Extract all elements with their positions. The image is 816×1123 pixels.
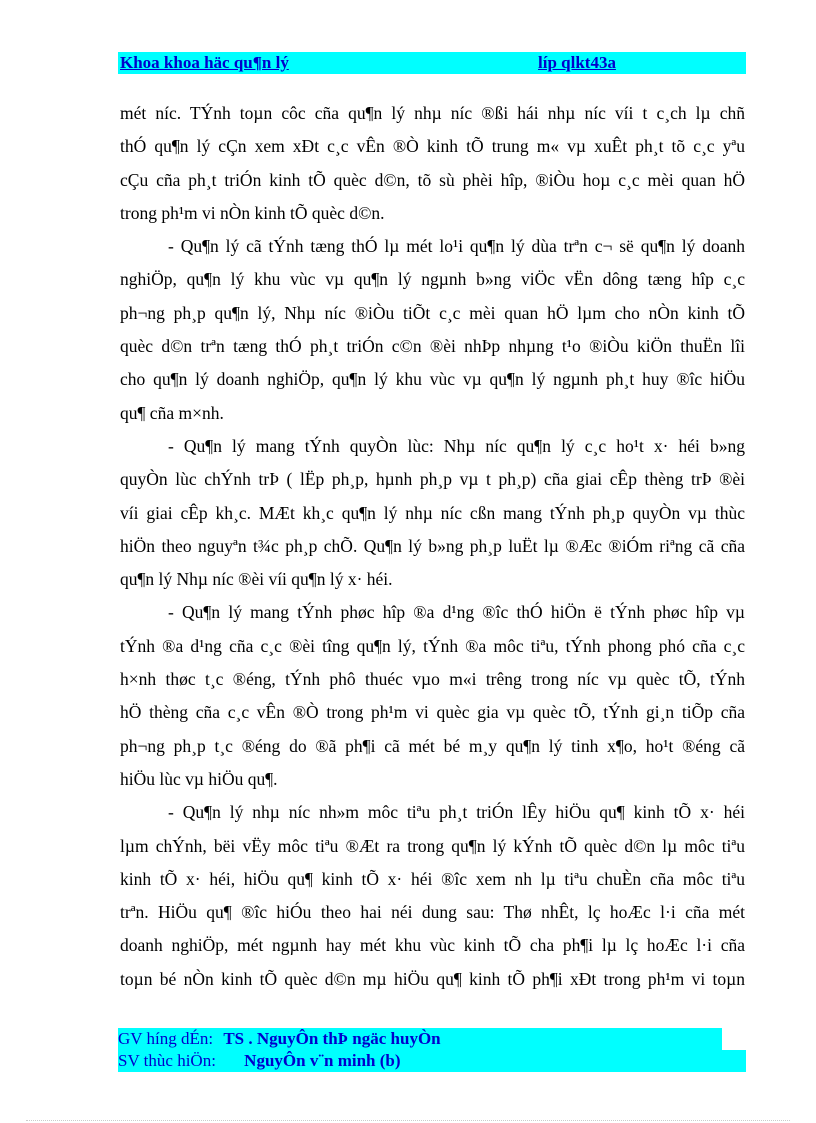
text-line: - Qu¶n lý mang tÝnh phøc hîp ®a d¹ng ®îc thÓ hiÖn ë tÝnh phøc hîp vµ: [168, 602, 745, 623]
footer-advisor-row: [118, 1028, 722, 1050]
text-line: mét níc. TÝnh toµn côc cña qu¶n lý nhµ níc ®ßi hái nhµ níc víi t c¸ch lµ chñ: [120, 103, 745, 123]
advisor-label: GV híng dÉn:: [118, 1029, 214, 1048]
text-line: tÝnh ®a d¹ng cña c¸c ®èi tîng qu¶n lý, tÝnh ®a môc tiªu, tÝnh phong phó cña c¸c: [120, 635, 745, 656]
text-line: qu¶n lý Nhµ níc ®èi víi qu¶n lý x· héi.: [120, 569, 393, 590]
page-bottom-rule: [26, 1120, 790, 1121]
text-line: h×nh thøc t¸c ®éng, tÝnh phô thuéc vµo m«i trêng trong níc vµ quèc tÕ, tÝnh: [120, 669, 745, 690]
text-line: nghiÖp, qu¶n lý khu vùc vµ qu¶n lý ngµnh b»ng viÖc vËn dông tæng hîp c¸c: [120, 269, 745, 290]
text-line: cho qu¶n lý doanh nghiÖp, qu¶n lý khu vùc vµ qu¶n lý ngµnh ph¸t huy ®îc hiÖu: [120, 369, 745, 390]
text-line: trªn. HiÖu qu¶ ®îc hiÓu theo hai néi dung sau: Thø nhÊt, lç hoÆc l·i cña mét: [120, 902, 745, 923]
text-line: trong ph¹m vi nÒn kinh tÕ quèc d©n.: [120, 202, 385, 223]
student-name: NguyÔn v¨n minh (b): [244, 1051, 401, 1070]
text-line: ph¬ng ph¸p t¸c ®éng do ®ã ph¶i cã mét bé m¸y qu¶n lý tinh x¶o, ho¹t ®éng cã: [120, 735, 745, 756]
text-line: hÖ thèng cña c¸c vÊn ®Ò trong ph¹m vi quèc gia vµ quèc tÕ, tÝnh gi¸n tiÕp cña: [120, 702, 745, 723]
footer-student-row: [118, 1050, 746, 1072]
text-line: kinh tÕ x· héi, hiÖu qu¶ kinh tÕ x· héi ®îc xem nh lµ tiªu chuÈn cña môc tiªu: [120, 868, 745, 889]
text-line: quèc d©n trªn tæng thÓ ph¸t triÓn c©n ®èi nhÞp nhµng t¹o ®iÒu kiÖn thuËn lîi: [120, 336, 745, 357]
header-faculty: Khoa khoa häc qu¶n lý: [120, 53, 289, 72]
text-line: - Qu¶n lý cã tÝnh tæng thÓ lµ mét lo¹i qu¶n lý dùa trªn c¬ së qu¶n lý doanh: [168, 236, 745, 257]
advisor-name: TS . NguyÔn thÞ ngäc huyÒn: [223, 1029, 441, 1048]
text-line: quyÒn lùc chÝnh trÞ ( lËp ph¸p, hµnh ph¸p vµ t ph¸p) cña giai cÊp thèng trÞ ®èi: [120, 469, 745, 490]
text-line: - Qu¶n lý mang tÝnh quyÒn lùc: Nhµ níc qu¶n lý c¸c ho¹t x· héi b»ng: [168, 435, 745, 456]
text-line: víi giai cÊp kh¸c. MÆt kh¸c qu¶n lý nhµ níc cßn mang tÝnh ph¸p quyÒn vµ thùc: [120, 502, 745, 523]
text-line: cÇu cña ph¸t triÓn kinh tÕ quèc d©n, tõ sù phèi hîp, ®iÒu hoµ c¸c mèi quan hÖ: [120, 169, 745, 190]
text-line: hiÖn theo nguyªn t¾c ph¸p chÕ. Qu¶n lý b»ng ph¸p luËt lµ ®Æc ®iÓm riªng cã cña: [120, 535, 745, 556]
text-line: - Qu¶n lý nhµ níc nh»m môc tiªu ph¸t triÓn lÊy hiÖu qu¶ kinh tÕ x· héi: [168, 802, 745, 823]
page-footer: [118, 1028, 746, 1072]
text-line: thÓ qu¶n lý cÇn xem xÐt c¸c vÊn ®Ò kinh tÕ trung m« vµ xuÊt ph¸t tõ c¸c yªu: [120, 136, 745, 157]
document-body: [120, 97, 745, 996]
text-line: toµn bé nÒn kinh tÕ quèc d©n mµ hiÖu qu¶ kinh tÕ ph¶i xÐt trong ph¹m vi toµn: [120, 968, 745, 989]
text-line: doanh nghiÖp, mét ngµnh hay mét khu vùc kinh tÕ cha ph¶i lµ lç hoÆc l·i cña: [120, 935, 745, 956]
text-line: qu¶ cña m×nh.: [120, 402, 224, 423]
page-header: [118, 52, 746, 74]
text-line: ph¬ng ph¸p qu¶n lý, Nhµ níc ®iÒu tiÕt c¸c mèi quan hÖ lµm cho nÒn kinh tÕ: [120, 302, 745, 323]
header-class: líp qlkt43a: [538, 53, 616, 72]
text-line: hiÖu lùc vµ hiÖu qu¶.: [120, 768, 278, 789]
student-label: SV thùc hiÖn:: [118, 1051, 216, 1070]
text-line: lµm chÝnh, bëi vËy môc tiªu ®Æt ra trong qu¶n lý kÝnh tÕ quèc d©n lµ môc tiªu: [120, 835, 745, 856]
